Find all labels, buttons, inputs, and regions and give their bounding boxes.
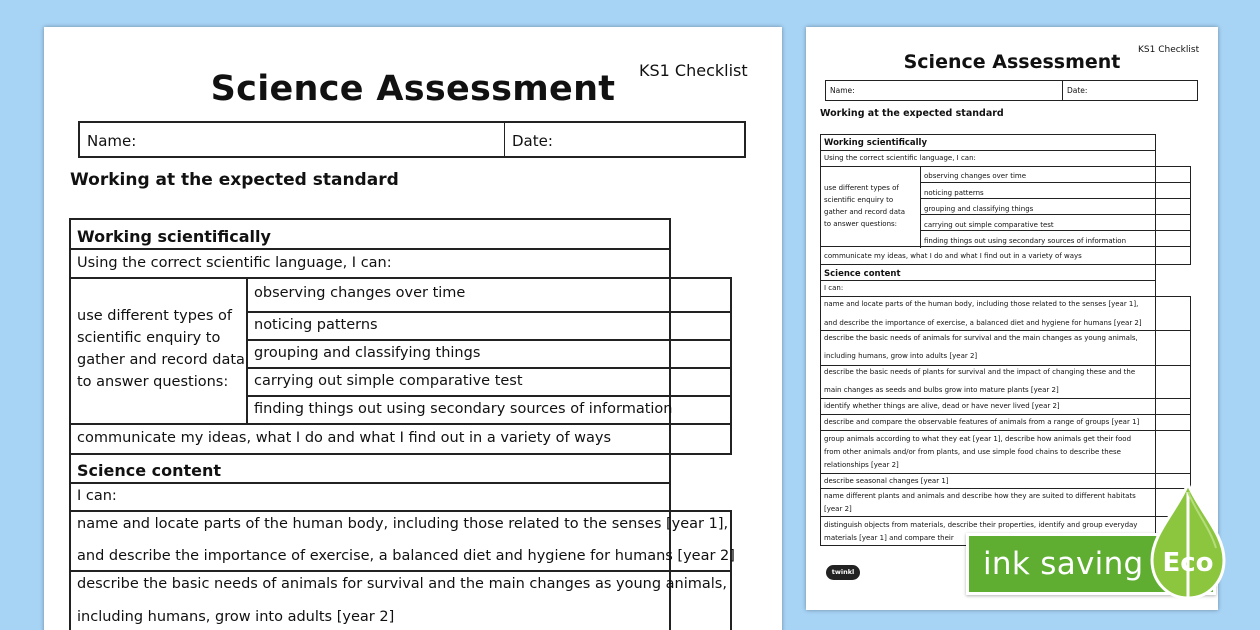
checklist-label: KS1 Checklist bbox=[639, 61, 748, 80]
thumb-ws-intro: Using the correct scientific language, I can: bbox=[824, 154, 976, 162]
thumb-table-rule bbox=[820, 150, 1155, 151]
page-title: Science Assessment bbox=[210, 69, 616, 109]
thumb-enquiry-line: to answer questions: bbox=[824, 220, 898, 228]
thumb-content-item: name different plants and animals and describe how they are suited to different habitats bbox=[824, 492, 1136, 500]
thumb-table-rule bbox=[820, 414, 1191, 415]
content-item: describe the basic needs of animals for survival and the main changes as young animals, bbox=[77, 576, 727, 592]
thumb-ws-heading: Working scientifically bbox=[824, 138, 928, 148]
enquiry-item: noticing patterns bbox=[254, 317, 378, 333]
thumb-date-field: Date: bbox=[1067, 86, 1088, 95]
thumb-table-rule bbox=[820, 264, 1191, 265]
thumb-table-rule bbox=[820, 430, 1191, 431]
thumb-standard-heading: Working at the expected standard bbox=[820, 108, 1004, 119]
standard-heading: Working at the expected standard bbox=[70, 170, 399, 190]
enquiry-line: to answer questions: bbox=[77, 374, 229, 390]
thumb-content-item: describe seasonal changes [year 1] bbox=[824, 477, 949, 485]
science-content-heading: Science content bbox=[77, 461, 222, 480]
thumb-content-item: identify whether things are alive, dead or have never lived [year 2] bbox=[824, 402, 1060, 410]
thumb-enquiry-item: finding things out using secondary sources of information bbox=[924, 237, 1127, 245]
thumb-name-field: Name: bbox=[826, 81, 1063, 100]
communicate-row: communicate my ideas, what I do and what I find out in a variety of ways bbox=[77, 430, 612, 446]
name-field[interactable]: Name: bbox=[80, 123, 505, 156]
thumb-enquiry-line: scientific enquiry to bbox=[824, 196, 894, 204]
thumb-enquiry-item: carrying out simple comparative test bbox=[924, 221, 1054, 229]
thumb-content-item: [year 2] bbox=[824, 505, 852, 513]
thumb-enquiry-line: gather and record data bbox=[824, 208, 906, 216]
thumb-table-rule bbox=[920, 214, 1191, 215]
ink-saving-label: ink saving bbox=[983, 546, 1144, 582]
thumb-table-rule bbox=[820, 166, 1191, 167]
enquiry-line: use different types of bbox=[77, 308, 232, 324]
thumb-table-rule bbox=[820, 516, 1191, 517]
thumb-content-item: describe and compare the observable features of animals from a range of groups [year 1] bbox=[824, 418, 1140, 426]
thumb-table-rule bbox=[820, 280, 1155, 281]
thumb-table-rule bbox=[920, 182, 1191, 183]
thumb-content-item: relationships [year 2] bbox=[824, 461, 899, 469]
thumb-table-rule bbox=[920, 230, 1191, 231]
thumb-content-item: and describe the importance of exercise, a balanced diet and hygiene for humans [year 2] bbox=[824, 319, 1142, 327]
thumb-content-item: from other animals and/or from plants, and use simple food chains to describe these bbox=[824, 448, 1121, 456]
thumb-enquiry-item: grouping and classifying things bbox=[924, 205, 1034, 213]
enquiry-item: carrying out simple comparative test bbox=[254, 373, 523, 389]
thumb-content-item: main changes as seeds and bulbs grow into mature plants [year 2] bbox=[824, 386, 1059, 394]
eco-drop-icon bbox=[1148, 482, 1228, 607]
thumb-content-item: including humans, grow into adults [year 2] bbox=[824, 352, 978, 360]
working-scientifically-intro: Using the correct scientific language, I can: bbox=[77, 255, 392, 271]
thumb-sc-intro: I can: bbox=[824, 284, 844, 292]
thumb-communicate: communicate my ideas, what I do and what I find out in a variety of ways bbox=[824, 252, 1082, 260]
thumb-table-rule bbox=[820, 398, 1191, 399]
thumb-table-rule bbox=[920, 198, 1191, 199]
thumb-sc-heading: Science content bbox=[824, 269, 901, 279]
thumb-table-rule bbox=[820, 134, 1155, 135]
thumb-content-item: distinguish objects from materials, describe their properties, identify and group everyday bbox=[824, 521, 1138, 529]
content-item: including humans, grow into adults [year 2] bbox=[77, 609, 395, 625]
enquiry-item: grouping and classifying things bbox=[254, 345, 481, 361]
name-date-box bbox=[78, 121, 746, 158]
content-item: name and locate parts of the human body, including those related to the senses [year 1], bbox=[77, 516, 729, 532]
thumb-content-item: materials [year 1] and compare their bbox=[824, 534, 954, 542]
thumb-table-rule bbox=[820, 296, 1191, 297]
enquiry-item: finding things out using secondary sources of information bbox=[254, 401, 673, 417]
thumb-enquiry-item: observing changes over time bbox=[924, 172, 1027, 180]
thumb-checklist-label: KS1 Checklist bbox=[1138, 45, 1200, 55]
checklist-page-large bbox=[44, 27, 782, 630]
thumb-table-rule bbox=[820, 488, 1191, 489]
thumb-enquiry-line: use different types of bbox=[824, 184, 899, 192]
thumb-table-rule bbox=[820, 246, 1191, 247]
thumb-table-rule bbox=[820, 330, 1191, 331]
thumb-content-item: group animals according to what they eat [year 1], describe how animals get their food bbox=[824, 435, 1132, 443]
thumb-table-rule bbox=[820, 365, 1191, 366]
thumb-title: Science Assessment bbox=[903, 51, 1121, 73]
eco-label: Eco bbox=[1162, 548, 1214, 578]
enquiry-item: observing changes over time bbox=[254, 285, 466, 301]
content-item: and describe the importance of exercise, a balanced diet and hygiene for humans [year 2] bbox=[77, 548, 735, 564]
date-field[interactable]: Date: bbox=[512, 132, 553, 150]
enquiry-line: scientific enquiry to bbox=[77, 330, 221, 346]
thumb-enquiry-item: noticing patterns bbox=[924, 189, 984, 197]
twinkl-logo: twinkl bbox=[826, 565, 860, 580]
working-scientifically-heading: Working scientifically bbox=[77, 227, 271, 246]
thumb-content-item: describe the basic needs of animals for survival and the main changes as young animals, bbox=[824, 334, 1138, 342]
enquiry-line: gather and record data bbox=[77, 352, 245, 368]
thumb-table-rule bbox=[820, 473, 1191, 474]
thumb-name-date-box bbox=[825, 80, 1198, 101]
science-content-intro: I can: bbox=[77, 488, 117, 504]
thumb-content-item: name and locate parts of the human body, including those related to the senses [year 1], bbox=[824, 300, 1139, 308]
thumb-content-item: describe the basic needs of plants for survival and the impact of changing these and the bbox=[824, 368, 1136, 376]
